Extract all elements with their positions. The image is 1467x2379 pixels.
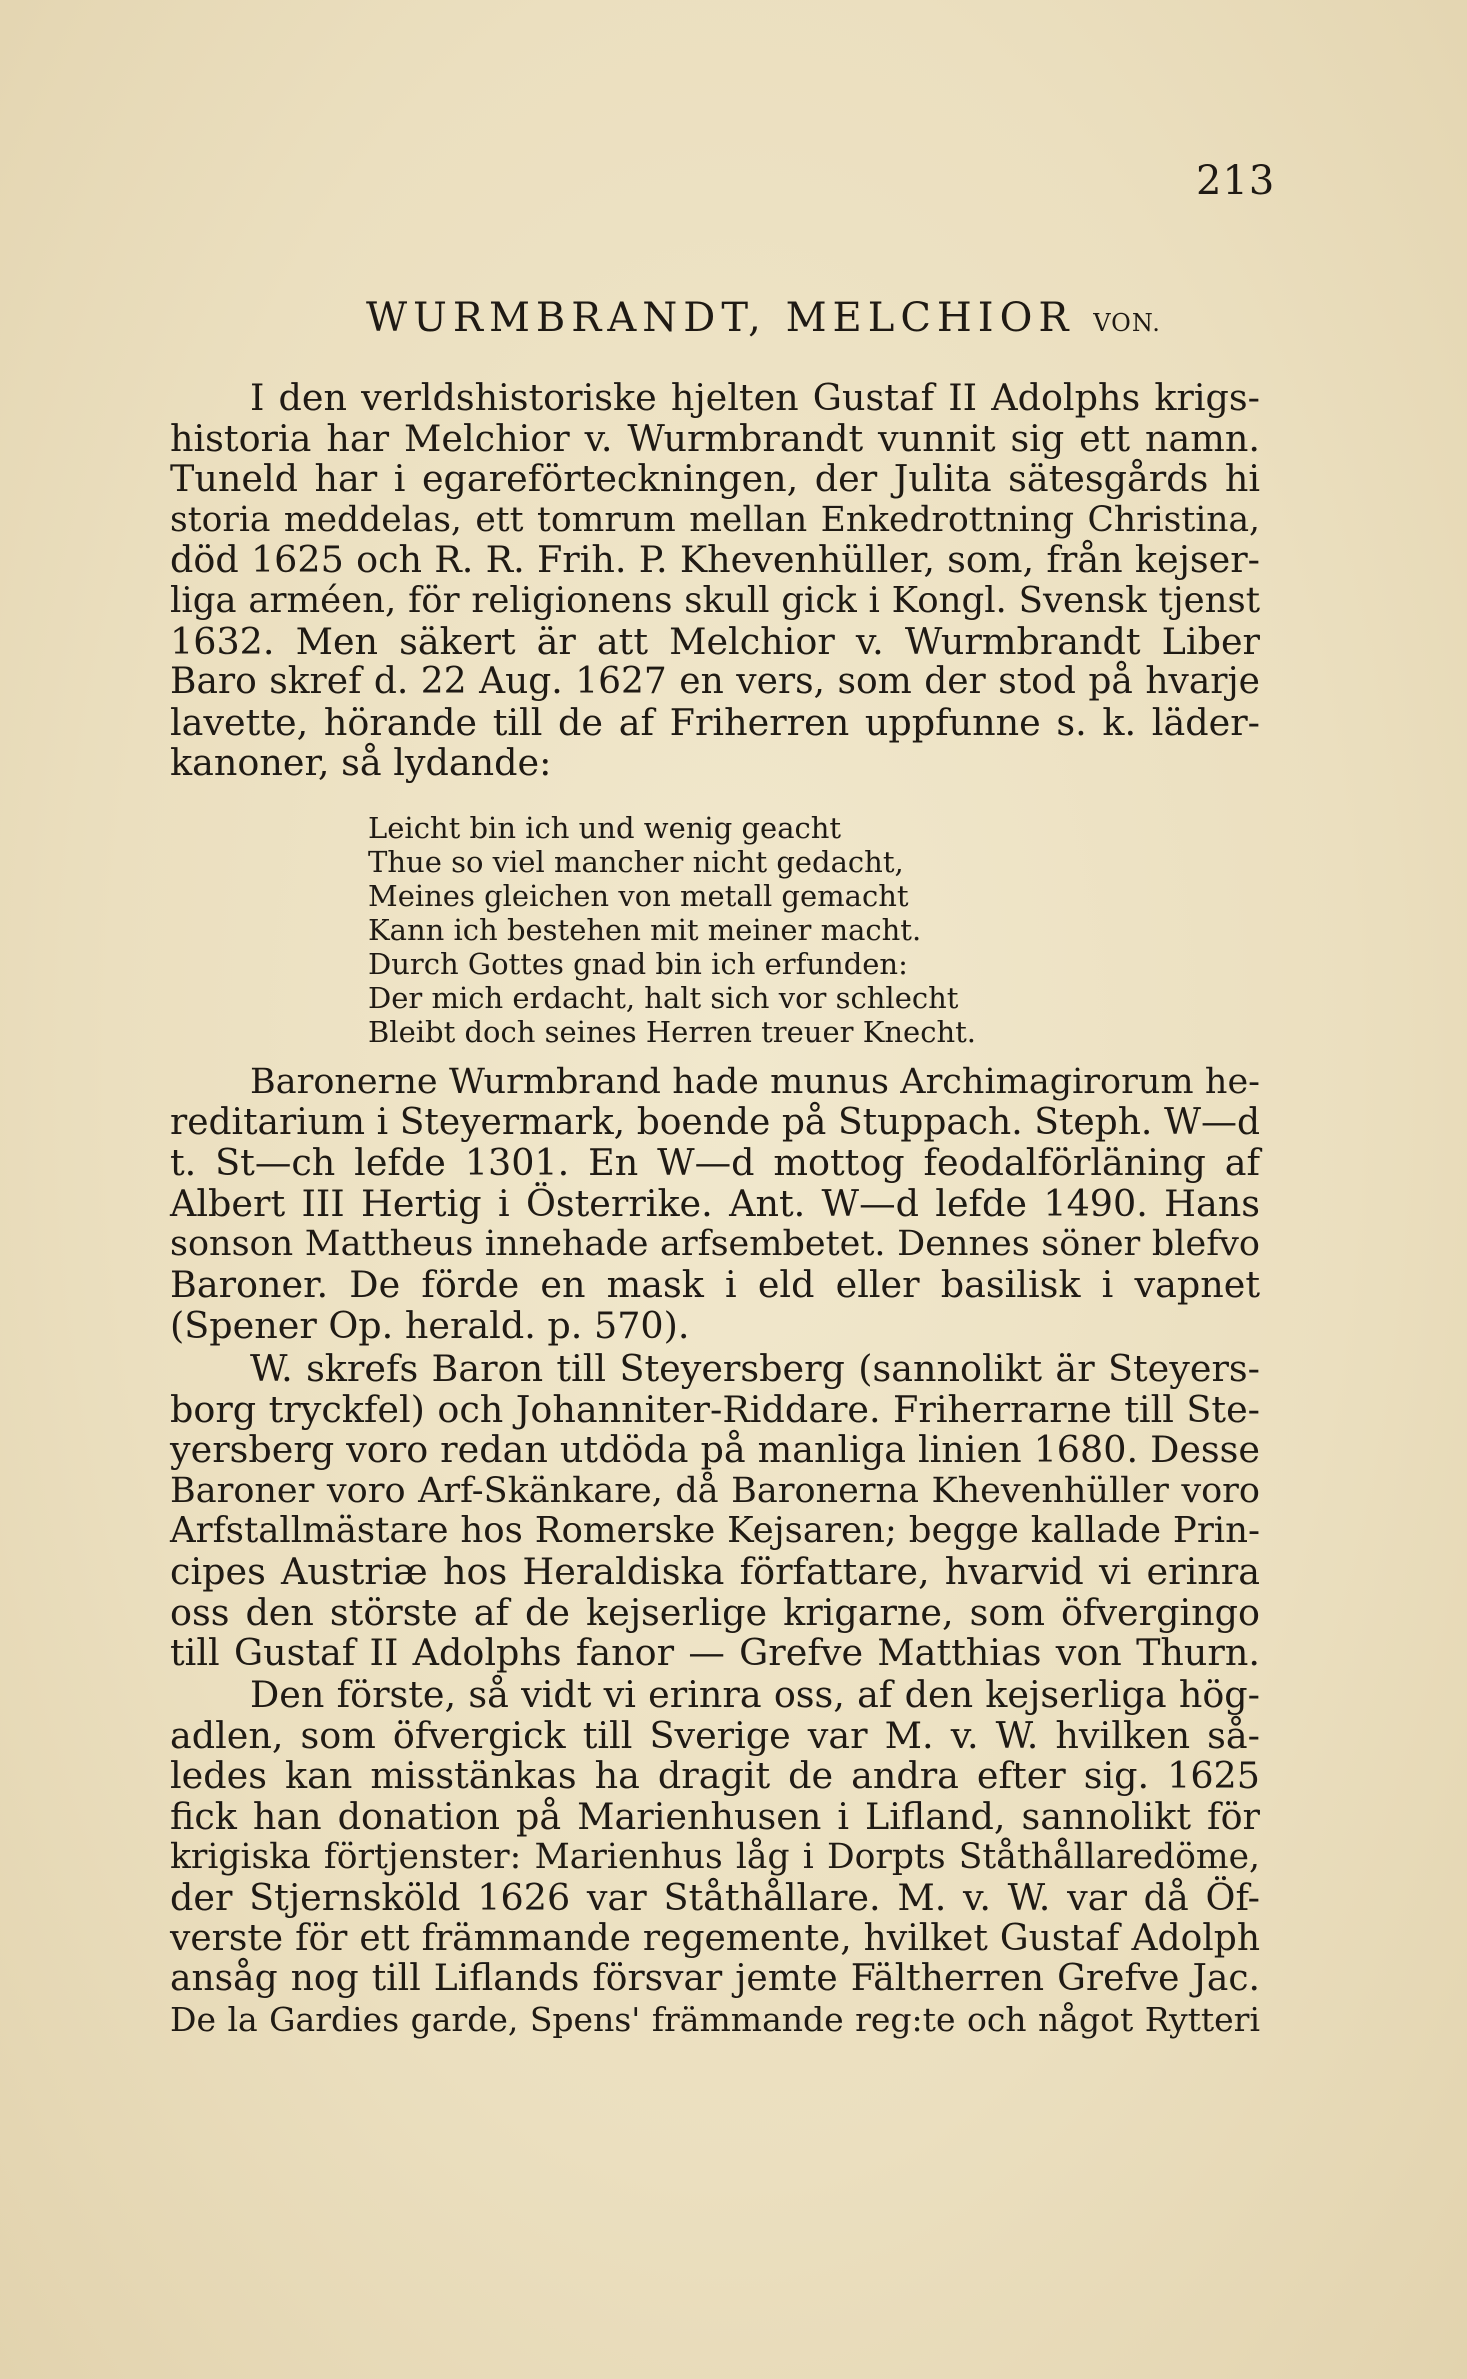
paragraph-4 bbox=[170, 1675, 1260, 2040]
text-line: historia har Melchior v. Wurmbrandt vunnit sig ett namn. bbox=[170, 416, 1260, 460]
text-line: fick han donation på Marienhusen i Lifland, sannolikt för bbox=[170, 1794, 1260, 1838]
text-line: I den verldshistoriske hjelten Gustaf II Adolphs krigs- bbox=[250, 376, 1260, 419]
entry-heading bbox=[366, 295, 1161, 341]
paragraph-2 bbox=[170, 1062, 1260, 1346]
page-number: 213 bbox=[1196, 158, 1276, 204]
text-line: reditarium i Steyermark, boende på Stuppach. Steph. W—d bbox=[170, 1101, 1260, 1143]
poem-line: Bleibt doch seines Herren treuer Knecht. bbox=[368, 1015, 977, 1049]
text-line: död 1625 och R. R. Frih. P. Khevenhüller, som, från kejser- bbox=[170, 538, 1260, 582]
text-line: Albert III Hertig i Österrike. Ant. W—d lefde 1490. Hans bbox=[170, 1181, 1260, 1225]
poem-line: Leicht bin ich und wenig geacht bbox=[368, 811, 842, 845]
text-line: Baroner voro Arf-Skänkare, då Baronerna Khevenhüller voro bbox=[170, 1470, 1260, 1511]
paragraph-1 bbox=[170, 378, 1260, 784]
poem-line: Der mich erdacht, halt sich vor schlecht bbox=[368, 981, 959, 1015]
text-line: Den förste, så vidt vi erinra oss, af den kejserliga hög- bbox=[250, 1673, 1260, 1716]
text-line: till Gustaf II Adolphs fanor — Grefve Matthias von Thurn. bbox=[170, 1631, 1260, 1675]
poem-line: Thue so viel mancher nicht gedacht, bbox=[368, 845, 904, 879]
poem-verse bbox=[368, 811, 976, 1049]
text-line: liga arméen, för religionens skull gick i Kongl. Svensk tjenst bbox=[170, 579, 1260, 621]
text-line: yersberg voro redan utdöda på manliga linien 1680. Desse bbox=[170, 1428, 1260, 1472]
entry-name: WURMBRANDT, MELCHIOR bbox=[366, 295, 1075, 341]
text-line: lavette, hörande till de af Friherren uppfunne s. k. läder- bbox=[170, 700, 1260, 744]
text-line: (Spener Op. herald. p. 570). bbox=[170, 1303, 690, 1347]
text-line: kanoner, så lydande: bbox=[170, 741, 552, 785]
text-line: 1632. Men säkert är att Melchior v. Wurmbrandt Liber bbox=[170, 619, 1260, 663]
text-line: oss den störste af de kejserlige krigarne, som öfvergingo bbox=[170, 1590, 1260, 1634]
text-line: De la Gardies garde, Spens' främmande reg:te och något Rytteri bbox=[170, 1999, 1260, 2039]
poem-line: Durch Gottes gnad bin ich erfunden: bbox=[368, 947, 908, 981]
text-line: der Stjernsköld 1626 var Ståthållare. M. v. W. var då Öf- bbox=[170, 1875, 1260, 1919]
text-line: verste för ett främmande regemente, hvilket Gustaf Adolph bbox=[170, 1917, 1260, 1959]
text-line: ledes kan misstänkas ha dragit de andra efter sig. 1625 bbox=[170, 1754, 1260, 1798]
text-line: ansåg nog till Liflands försvar jemte Fältherren Grefve Jac. bbox=[170, 1958, 1260, 2000]
paragraph-3 bbox=[170, 1349, 1260, 1674]
text-line: t. St—ch lefde 1301. En W—d mottog feodalförläning af bbox=[170, 1141, 1260, 1185]
text-line: Baronerne Wurmbrand hade munus Archimagirorum he- bbox=[250, 1062, 1260, 1102]
text-line: sonson Mattheus innehade arfsembetet. Dennes söner blefvo bbox=[170, 1224, 1260, 1265]
text-line: Tuneld har i egareförteckningen, der Julita sätesgårds hi bbox=[170, 457, 1260, 501]
text-line: krigiska förtjenster: Marienhus låg i Dorpts Ståthållaredöme, bbox=[170, 1837, 1260, 1878]
text-line: adlen, som öfvergick till Sverige var M. v. W. hvilken så- bbox=[170, 1713, 1260, 1757]
text-line: Baro skref d. 22 Aug. 1627 en vers, som der stod på hvarje bbox=[170, 661, 1260, 703]
text-line: cipes Austriæ hos Heraldiska författare, hvarvid vi erinra bbox=[170, 1549, 1260, 1593]
entry-name-suffix: VON. bbox=[1093, 309, 1161, 337]
text-line: W. skrefs Baron till Steyersberg (sannolikt är Steyers- bbox=[250, 1347, 1260, 1390]
text-line: Baroner. De förde en mask i eld eller basilisk i vapnet bbox=[170, 1262, 1260, 1306]
poem-line: Kann ich bestehen mit meiner macht. bbox=[368, 913, 922, 947]
poem-line: Meines gleichen von metall gemacht bbox=[368, 879, 909, 913]
text-line: borg tryckfel) och Johanniter-Riddare. Friherrarne till Ste- bbox=[170, 1387, 1260, 1431]
text-line: storia meddelas, ett tomrum mellan Enkedrottning Christina, bbox=[170, 499, 1260, 540]
text-line: Arfstallmästare hos Romerske Kejsaren; begge kallade Prin- bbox=[170, 1510, 1260, 1552]
